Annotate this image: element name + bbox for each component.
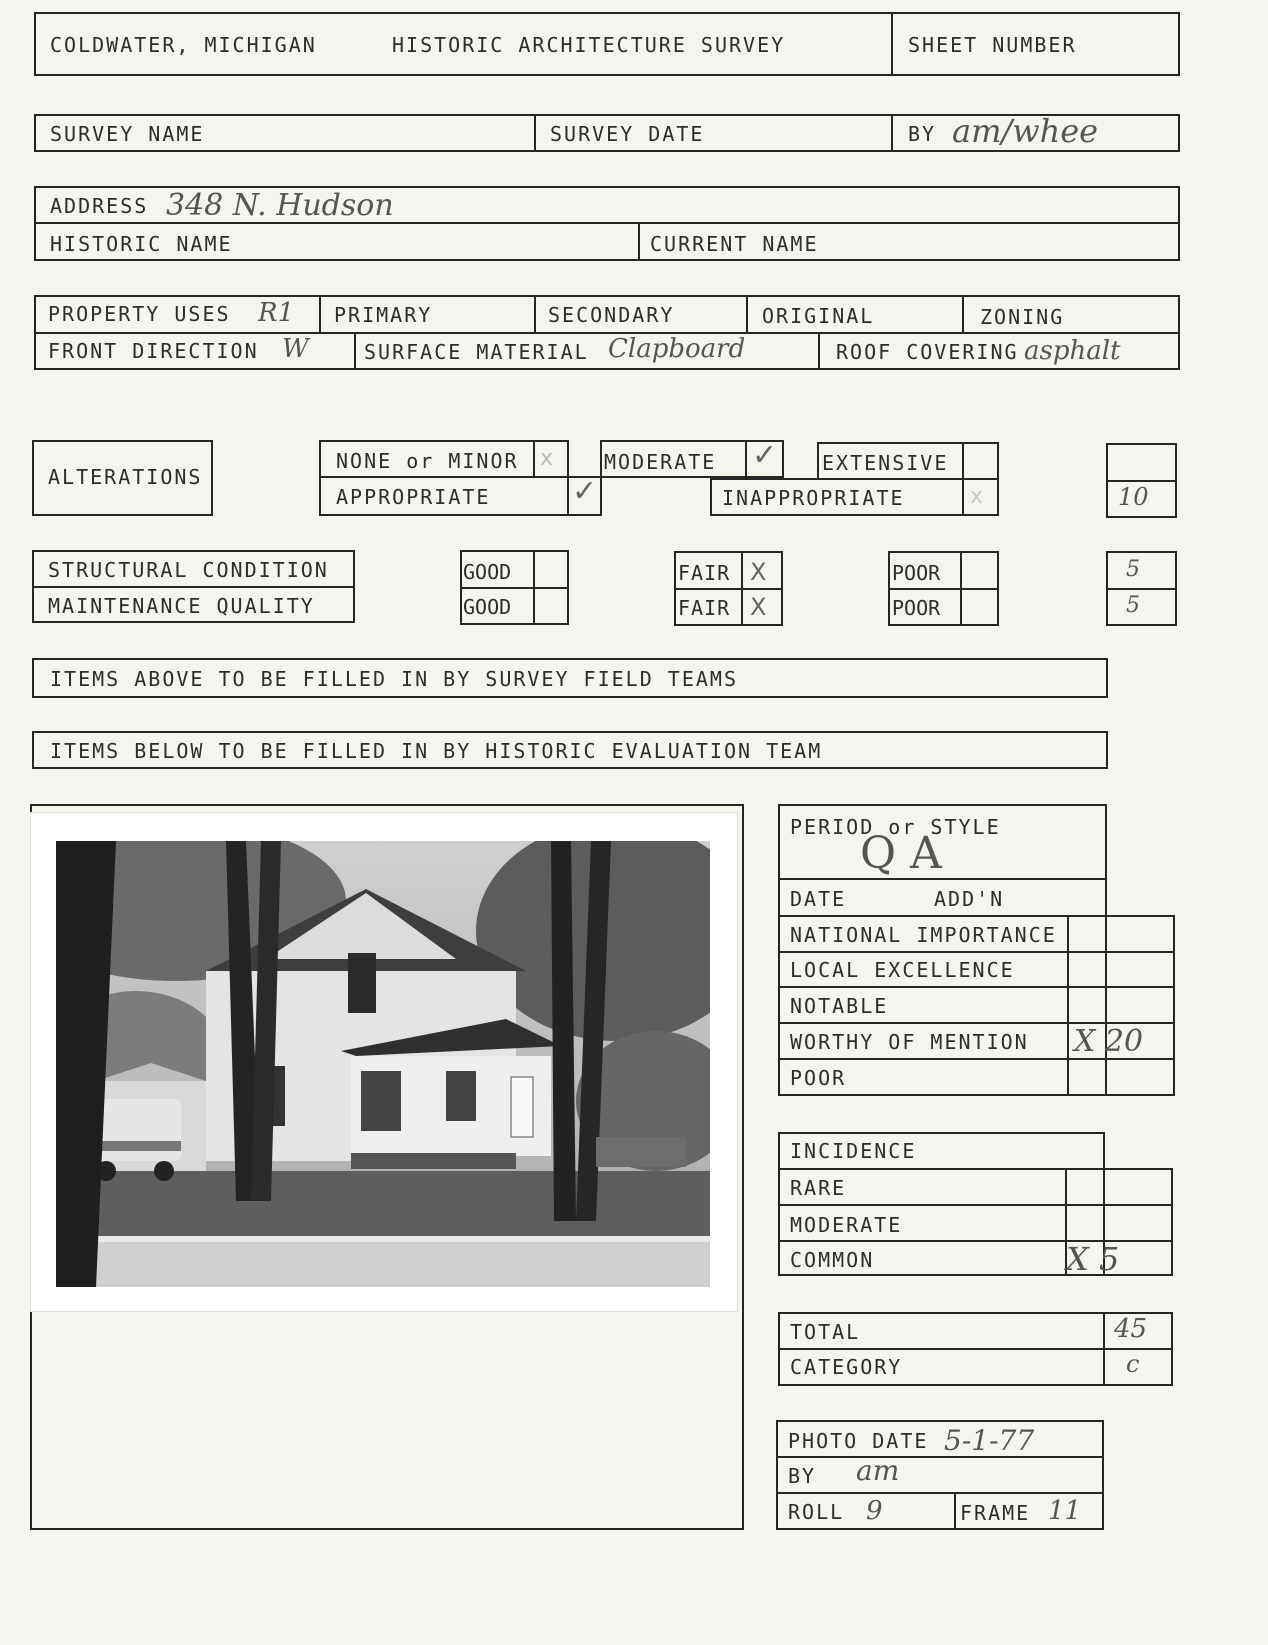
extensive-label: EXTENSIVE (822, 451, 949, 475)
city-label: COLDWATER, MICHIGAN (50, 33, 317, 57)
note-below: ITEMS BELOW TO BE FILLED IN BY HISTORIC EVALUATION TEAM (50, 739, 823, 763)
roof-covering-label: ROOF COVERING (836, 340, 1019, 364)
alterations-score-hline (1106, 480, 1177, 482)
total-value: 45 (1114, 1314, 1148, 1344)
property-div-6 (818, 332, 820, 370)
note-above: ITEMS ABOVE TO BE FILLED IN BY SURVEY FIELD TEAMS (50, 667, 739, 691)
front-direction-label: FRONT DIRECTION (48, 339, 259, 363)
poor-hline (888, 588, 999, 590)
moderate-mark: ✓ (752, 438, 778, 473)
property-div-4 (962, 295, 964, 332)
poor-label-1: POOR (892, 561, 941, 585)
none-minor-label: NONE or MINOR (336, 449, 519, 473)
incidence-hline-1 (778, 1204, 1173, 1206)
common-mark: X 5 (1066, 1240, 1120, 1278)
common-label: COMMON (790, 1248, 875, 1272)
historic-name-label: HISTORIC NAME (50, 232, 233, 256)
eval-poor-label: POOR (790, 1066, 847, 1090)
house-photo (56, 841, 710, 1287)
roll-value: 9 (866, 1496, 883, 1526)
address-divider (638, 222, 640, 261)
primary-label: PRIMARY (334, 303, 433, 327)
photo-by-value: am (856, 1454, 900, 1487)
survey-divider-2 (891, 114, 893, 152)
secondary-label: SECONDARY (548, 303, 675, 327)
moderate-label: MODERATE (604, 450, 717, 474)
photo-info-divider (954, 1492, 956, 1530)
property-hline (34, 332, 1180, 334)
extensive-divider (962, 442, 964, 480)
category-label: CATEGORY (790, 1355, 903, 1379)
totals-hline (778, 1348, 1173, 1350)
survey-title: HISTORIC ARCHITECTURE SURVEY (392, 33, 786, 57)
inappropriate-divider (962, 478, 964, 516)
moderate-divider (745, 440, 747, 478)
fair-divider (741, 551, 743, 626)
notable-label: NOTABLE (790, 994, 889, 1018)
house-photo-image (56, 841, 710, 1287)
good-label-1: GOOD (463, 560, 512, 584)
eval-hline-3 (778, 986, 1175, 988)
surface-material-value: Clapboard (608, 334, 746, 364)
original-label: ORIGINAL (762, 304, 875, 328)
alterations-score: 10 (1118, 483, 1149, 511)
survey-by-label: BY (908, 122, 937, 146)
address-label: ADDRESS (50, 194, 149, 218)
totals-divider (1103, 1312, 1105, 1386)
eval-hline-1 (778, 878, 1107, 880)
local-excellence-label: LOCAL EXCELLENCE (790, 958, 1015, 982)
condition-score-hline (1106, 588, 1177, 590)
photo-date-label: PHOTO DATE (788, 1429, 929, 1453)
photo-info-hline-1 (776, 1456, 1104, 1458)
maintenance-fair-mark: X (750, 593, 767, 621)
property-div-1 (319, 295, 321, 332)
survey-name-label: SURVEY NAME (50, 122, 205, 146)
fair-label-2: FAIR (678, 596, 731, 620)
address-value: 348 N. Hudson (166, 188, 394, 223)
eval-hline-2 (778, 951, 1175, 953)
property-uses-value: R1 (258, 298, 295, 328)
none-minor-mark: x (540, 446, 554, 471)
zoning-label: ZONING (980, 305, 1065, 329)
rare-label: RARE (790, 1176, 847, 1200)
roof-covering-value: asphalt (1024, 336, 1121, 366)
photo-by-label: BY (788, 1464, 817, 1488)
fair-hline (674, 588, 783, 590)
none-minor-divider (533, 440, 535, 478)
frame-value: 11 (1048, 1496, 1082, 1526)
structural-fair-mark: X (750, 558, 767, 586)
property-uses-label: PROPERTY USES (48, 302, 231, 326)
fair-label-1: FAIR (678, 561, 731, 585)
property-div-5 (354, 332, 356, 370)
survey-date-label: SURVEY DATE (550, 122, 705, 146)
condition-label-hline (32, 586, 355, 588)
appropriate-divider (567, 476, 569, 516)
property-div-2 (534, 295, 536, 332)
category-value: c (1126, 1350, 1140, 1378)
photo-info-hline-2 (776, 1492, 1104, 1494)
poor-label-2: POOR (892, 596, 941, 620)
good-label-2: GOOD (463, 595, 512, 619)
worthy-mark: X 20 (1074, 1024, 1144, 1059)
alterations-label: ALTERATIONS (48, 465, 203, 489)
roll-label: ROLL (788, 1500, 845, 1524)
survey-divider-1 (534, 114, 536, 152)
period-style-label: PERIOD or STYLE (790, 815, 1001, 839)
sheet-number-label: SHEET NUMBER (908, 33, 1077, 57)
worthy-of-mention-label: WORTHY OF MENTION (790, 1030, 1029, 1054)
property-div-3 (746, 295, 748, 332)
good-hline (460, 587, 569, 589)
period-style-value: Q A (860, 828, 942, 879)
structural-condition-label: STRUCTURAL CONDITION (48, 558, 329, 582)
frame-label: FRAME (960, 1501, 1031, 1525)
date-label: DATE (790, 887, 847, 911)
maintenance-score: 5 (1126, 593, 1140, 618)
inappropriate-label: INAPPROPRIATE (722, 486, 905, 510)
incidence-moderate-label: MODERATE (790, 1213, 903, 1237)
photo-date-value: 5-1-77 (944, 1424, 1035, 1457)
eval-score-divider (1067, 915, 1069, 1096)
maintenance-quality-label: MAINTENANCE QUALITY (48, 594, 315, 618)
header-divider (891, 12, 893, 76)
surface-material-label: SURFACE MATERIAL (364, 340, 589, 364)
current-name-label: CURRENT NAME (650, 232, 819, 256)
total-label: TOTAL (790, 1320, 861, 1344)
appropriate-mark: ✓ (572, 474, 598, 509)
addn-label: ADD'N (934, 887, 1005, 911)
incidence-label: INCIDENCE (790, 1139, 917, 1163)
survey-by-value: am/whee (952, 112, 1099, 150)
good-divider (533, 550, 535, 625)
appropriate-label: APPROPRIATE (336, 485, 491, 509)
inappropriate-mark: x (970, 484, 984, 509)
structural-score: 5 (1126, 557, 1140, 582)
poor-divider (960, 551, 962, 626)
national-importance-label: NATIONAL IMPORTANCE (790, 923, 1057, 947)
front-direction-value: W (282, 334, 309, 364)
